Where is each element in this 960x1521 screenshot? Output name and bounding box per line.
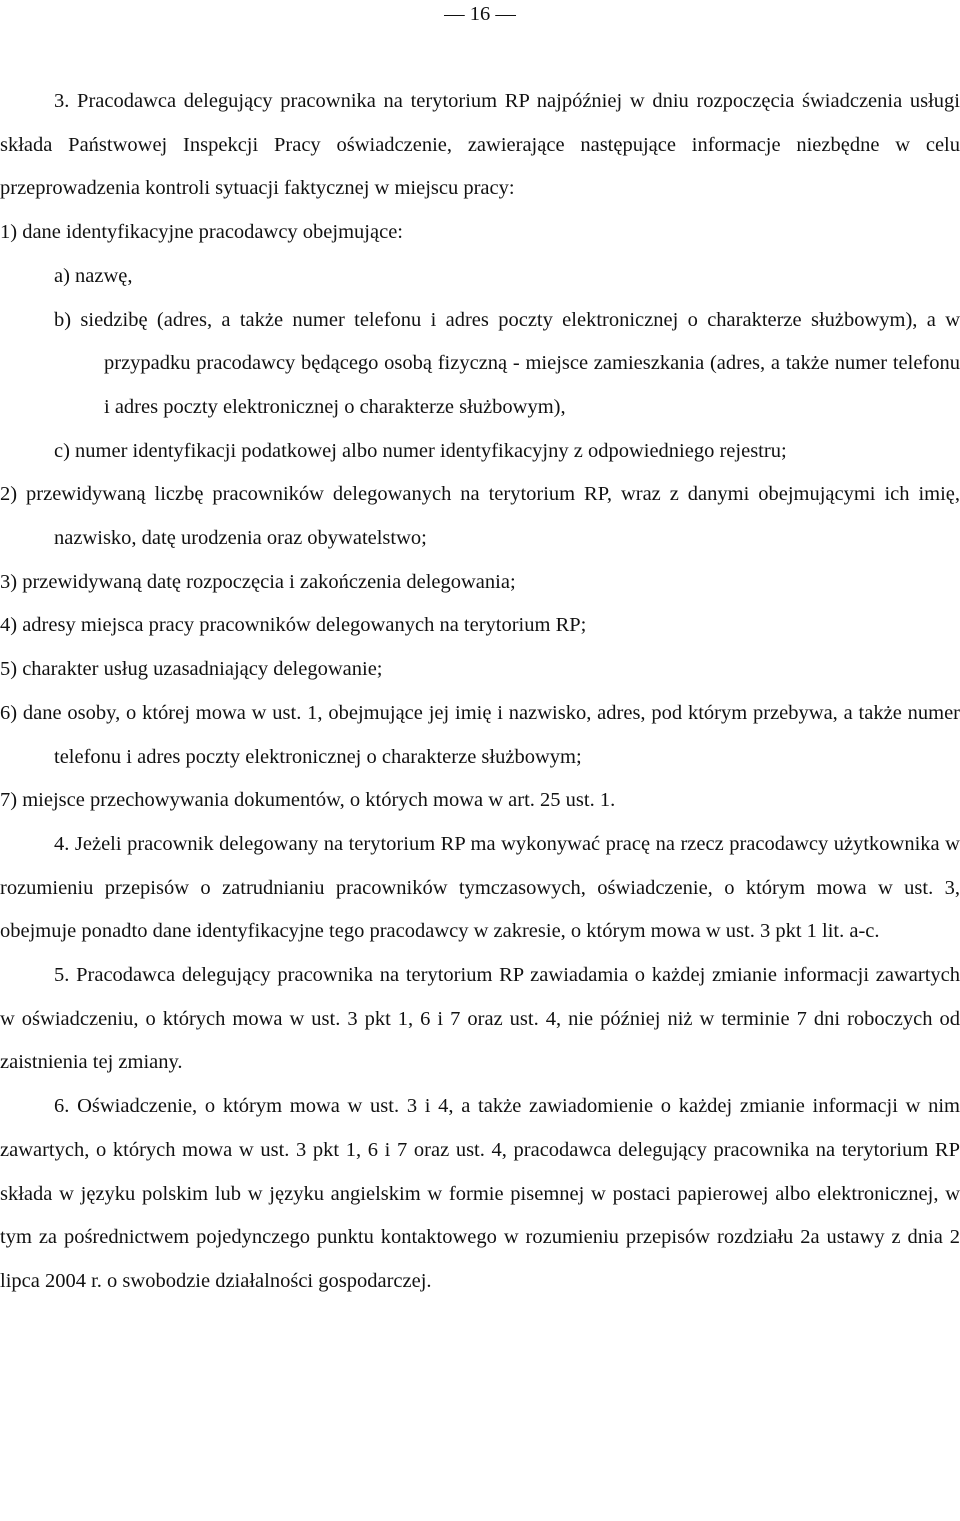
section-3-item-7: 7) miejsce przechowywania dokumentów, o których mowa w art. 25 ust. 1. [0,789,616,812]
section-5: 5. Pracodawca delegujący pracownika na terytorium RP zawiadamia o każdej zmianie informacji zawartych w oświadczeniu, o których mowa w ust. 3 pkt 1, 6 i 7 oraz ust. 4, nie później niż w terminie 7 dni roboczych od zaistnienia tej zmiany. [0,964,960,1074]
section-3-item-1a: a) nazwę, [54,264,133,287]
section-3-item-5: 5) charakter usług uzasadniający delegowanie; [0,658,383,681]
section-3-item-1b: b) siedzibę (adres, a także numer telefonu i adres poczty elektronicznej o charakterze służbowym), a w przypadku pracodawcy będącego osobą fizyczną - miejsce zamieszkania (adres, a także numer telefonu i adres poczty elektronicznej o charakterze służbowym), [54,308,960,418]
section-3-item-6: 6) dane osoby, o której mowa w ust. 1, obejmujące jej imię i nazwisko, adres, pod którym przebywa, a także numer telefonu i adres poczty elektronicznej o charakterze służbowym; [0,701,960,768]
section-4: 4. Jeżeli pracownik delegowany na terytorium RP ma wykonywać pracę na rzecz pracodawcy użytkownika w rozumieniu przepisów o zatrudnianiu pracowników tymczasowych, oświadczenie, o którym mowa w ust. 3, obejmuje ponadto dane identyfikacyjne tego pracodawcy w zakresie, o którym mowa w ust. 3 pkt 1 lit. a-c. [0,832,960,943]
section-3-item-1c: c) numer identyfikacji podatkowej albo numer identyfikacyjny z odpowiedniego rejestru; [54,439,787,462]
section-6: 6. Oświadczenie, o którym mowa w ust. 3 i 4, a także zawiadomienie o każdej zmianie informacji w nim zawartych, o których mowa w ust. 3 pkt 1, 6 i 7 oraz ust. 4, pracodawca delegujący pracownika na terytorium RP składa w języku polskim lub w języku angielskim w formie pisemnej w postaci papierowej albo elektronicznej, w tym za pośrednictwem pojedynczego punktu kontaktowego w rozumieniu przepisów rozdziału 2a ustawy z dnia 2 lipca 2004 r. o swobodzie działalności gospodarczej. [0,1095,960,1292]
section-3-item-2: 2) przewidywaną liczbę pracowników delegowanych na terytorium RP, wraz z danymi obejmującymi ich imię, nazwisko, datę urodzenia oraz obywatelstwo; [0,483,960,550]
section-3-item-4: 4) adresy miejsca pracy pracowników delegowanych na terytorium RP; [0,614,587,637]
section-3-item-1: 1) dane identyfikacyjne pracodawcy obejmujące: [0,221,403,244]
section-3-intro: 3. Pracodawca delegujący pracownika na terytorium RP najpóźniej w dniu rozpoczęcia świadczenia usługi składa Państwowej Inspekcji Pracy oświadczenie, zawierające następujące informacje niezbędne w celu przeprowadzenia kontroli sytuacji faktycznej w miejscu pracy: [0,90,960,200]
document-body [0,80,960,1304]
section-3-item-3: 3) przewidywaną datę rozpoczęcia i zakończenia delegowania; [0,570,516,593]
page-number: — 16 — [444,3,516,25]
